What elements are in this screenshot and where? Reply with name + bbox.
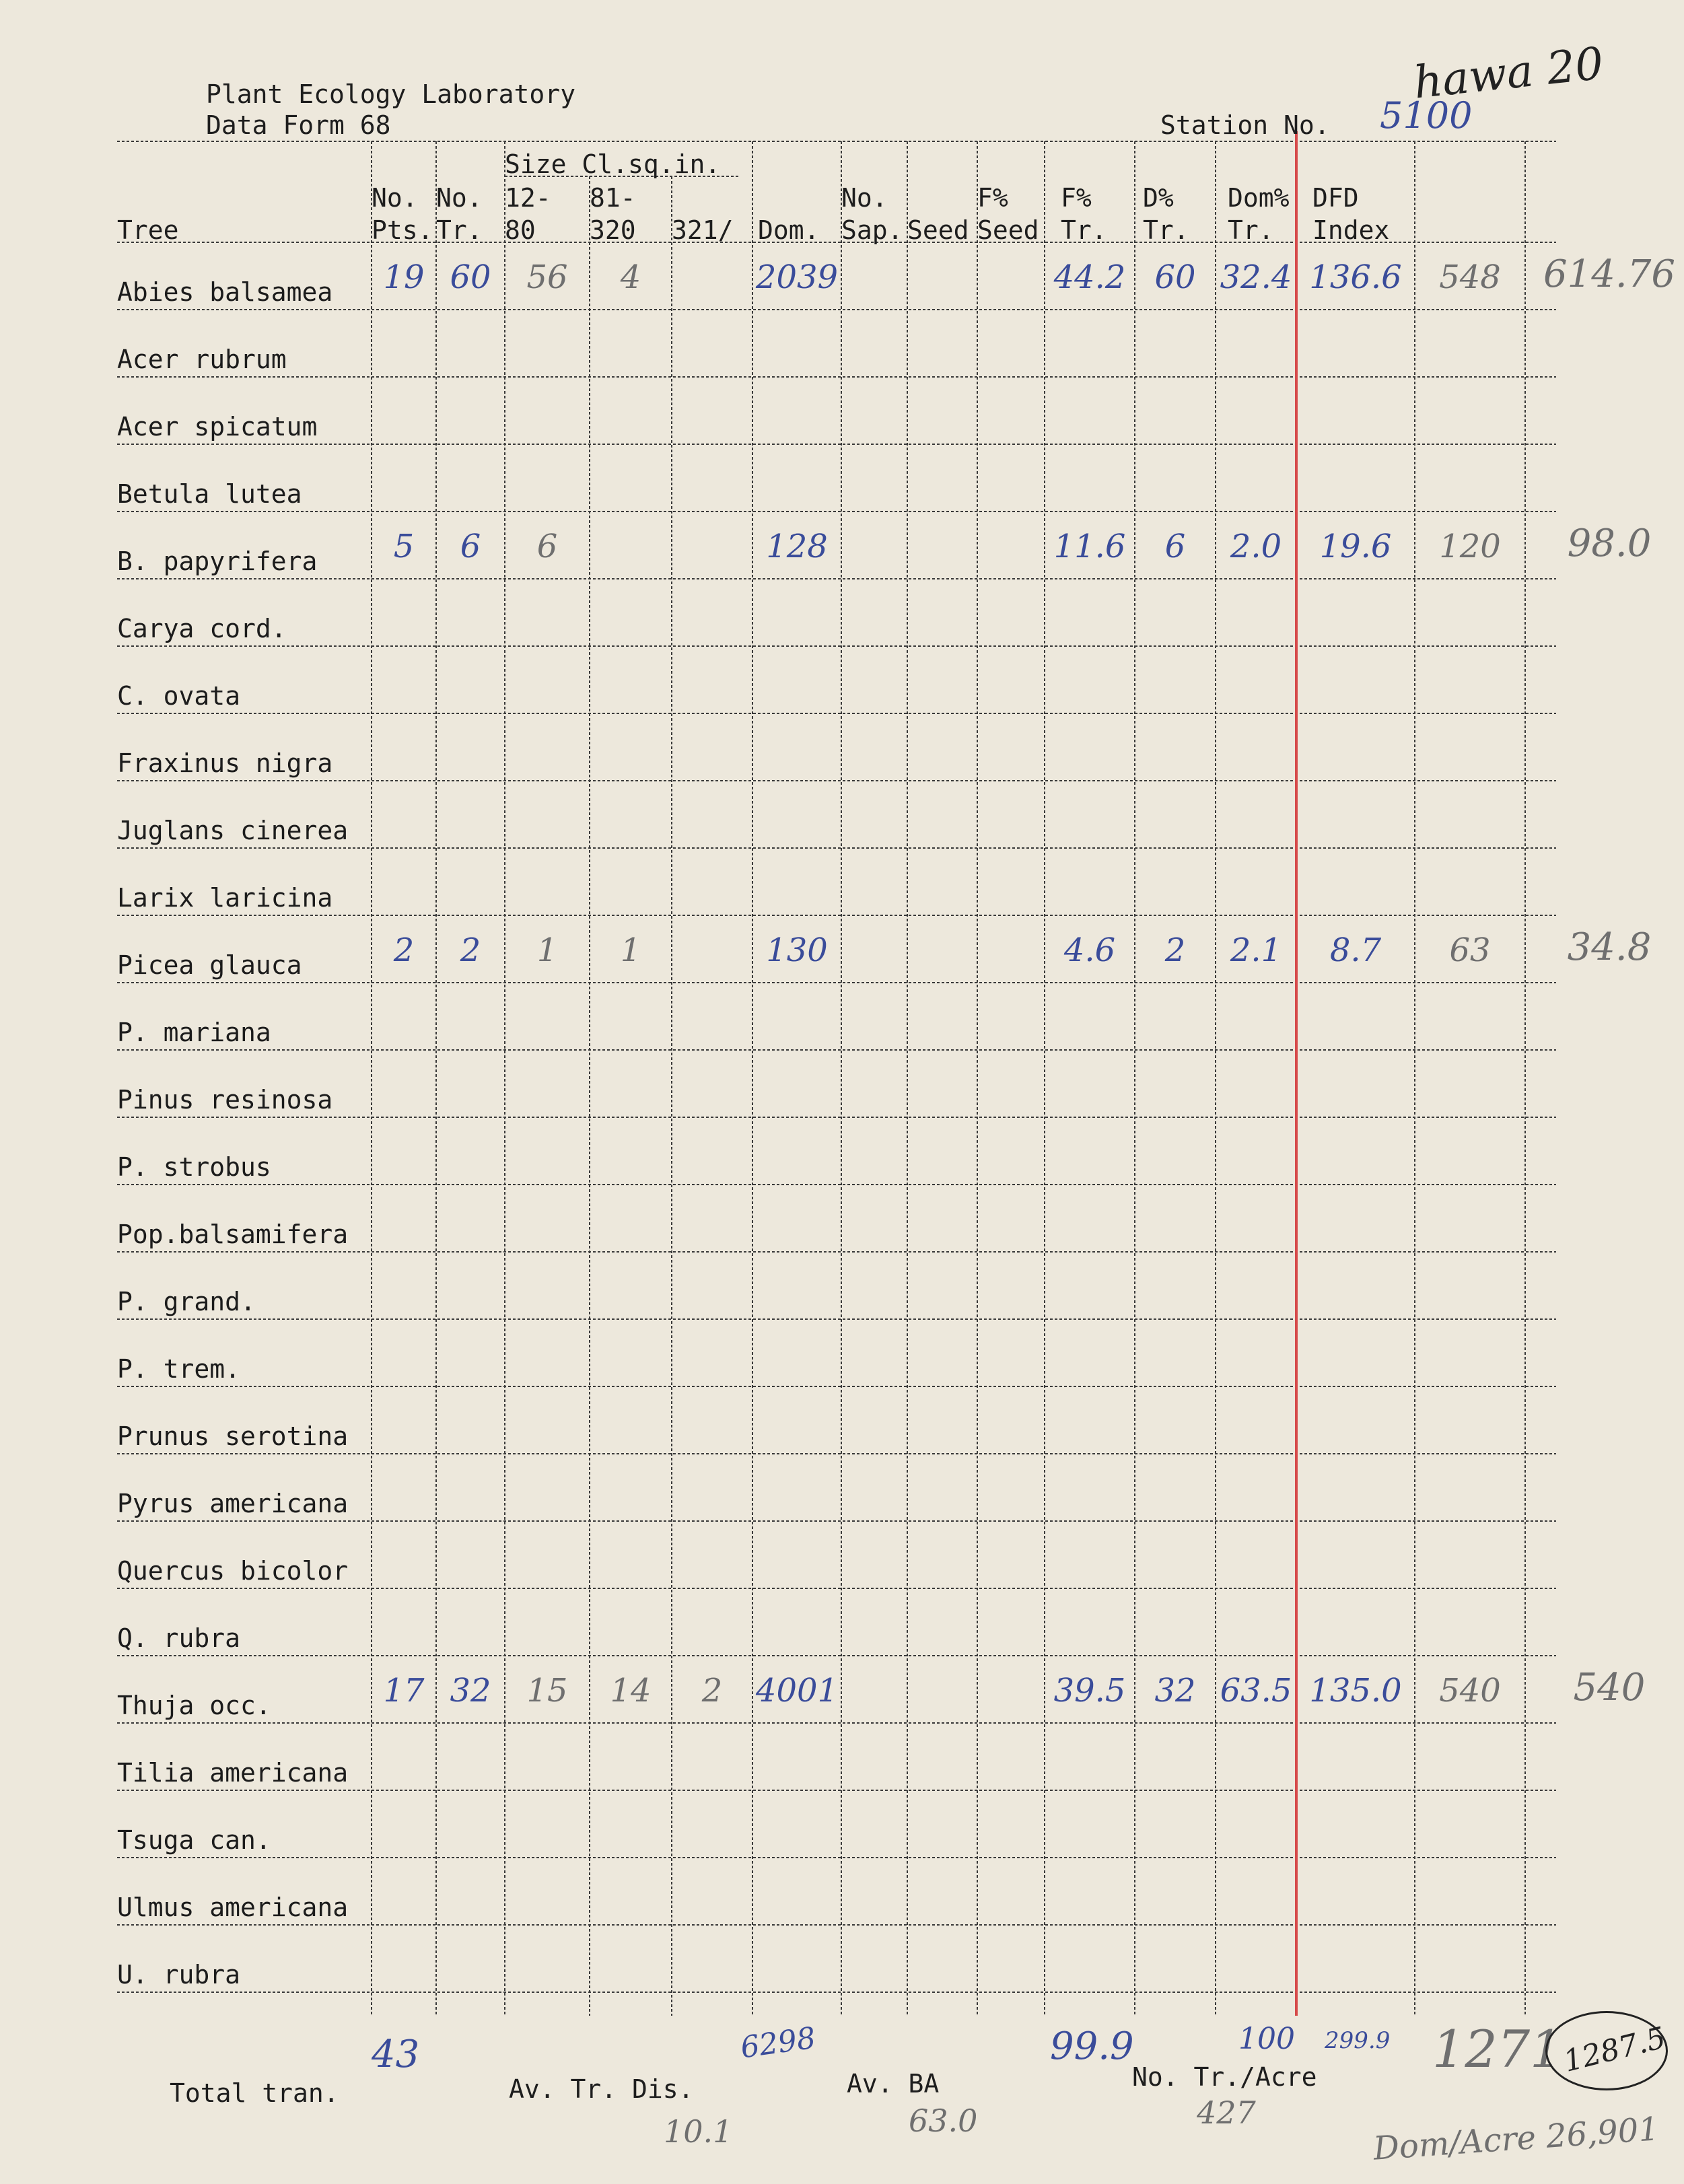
tree-name: Q. rubra <box>117 1623 241 1653</box>
lab-title: Plant Ecology Laboratory <box>206 79 576 109</box>
col-domtr-1: Dom% <box>1228 183 1290 213</box>
col-no-pts-2: Pts. <box>372 215 433 245</box>
cell-pts: 19 <box>383 258 425 296</box>
table-row <box>0 444 1684 512</box>
col-321: 321/ <box>672 215 734 245</box>
col-dfd-2: Index <box>1312 215 1390 245</box>
cell-pts: 17 <box>383 1672 425 1710</box>
total-extra: 1271 <box>1432 2019 1563 2079</box>
table-row <box>0 1588 1684 1656</box>
table-row <box>0 848 1684 915</box>
table-row <box>0 377 1684 444</box>
table-row <box>0 646 1684 713</box>
col-seed: Seed <box>907 215 969 245</box>
cell-c81: 1 <box>620 931 641 969</box>
cell-c321 <box>672 242 752 310</box>
tree-name: Quercus bicolor <box>117 1556 349 1586</box>
tree-name: P. trem. <box>117 1354 241 1384</box>
table-row <box>0 1185 1684 1252</box>
circled-total-value: 1287.5 <box>1560 2020 1669 2079</box>
col-fseed-1: F% <box>977 183 1008 213</box>
table-row <box>0 781 1684 848</box>
tree-name: Pop.balsamifera <box>117 1220 349 1249</box>
col-12-1: 12- <box>505 183 551 213</box>
tree-name: Carya cord. <box>117 614 287 643</box>
tree-name: Acer spicatum <box>117 412 318 442</box>
tree-name: Acer rubrum <box>117 345 287 374</box>
table-row <box>0 1454 1684 1521</box>
table-row <box>0 310 1684 377</box>
col-fseed-2: Seed <box>977 215 1039 245</box>
cell-extra: 548 <box>1439 258 1501 296</box>
cell-extra: 63 <box>1449 931 1491 969</box>
tree-name: Thuja occ. <box>117 1691 271 1720</box>
cell-margin: 540 <box>1573 1666 1646 1710</box>
table-row <box>0 983 1684 1050</box>
cell-extra: 120 <box>1439 528 1501 565</box>
cell-domtr: 32.4 <box>1220 258 1292 296</box>
tree-name: Abies balsamea <box>117 277 333 307</box>
table-row <box>0 1319 1684 1386</box>
tree-name: P. grand. <box>117 1287 256 1316</box>
av-ba-value: 63.0 <box>909 2103 978 2139</box>
col-ftr-2: Tr. <box>1061 215 1107 245</box>
table-row <box>0 713 1684 781</box>
av-tr-dis-label: Av. Tr. Dis. <box>509 2074 694 2104</box>
tree-name: Betula lutea <box>117 479 302 509</box>
cell-dom: 128 <box>766 528 828 565</box>
col-dtr-2: Tr. <box>1143 215 1189 245</box>
col-81-1: 81- <box>590 183 636 213</box>
cell-dfd: 8.7 <box>1329 931 1382 969</box>
table-row <box>0 1252 1684 1319</box>
cell-tr: 2 <box>460 931 481 969</box>
cell-tr: 60 <box>450 258 491 296</box>
col-dtr-1: D% <box>1143 183 1174 213</box>
cell-domtr: 2.0 <box>1230 528 1282 565</box>
cell-dfd: 19.6 <box>1319 528 1392 565</box>
total-dfd: 299.9 <box>1325 2027 1391 2054</box>
total-ftr: 99.9 <box>1050 2024 1134 2068</box>
total-pts: 43 <box>372 2033 420 2076</box>
cell-ftr: 11.6 <box>1053 528 1126 565</box>
col-no-pts-1: No. <box>372 183 418 213</box>
table-row <box>0 1925 1684 1992</box>
station-label: Station No. <box>1160 110 1330 140</box>
cell-c12: 56 <box>526 258 568 296</box>
table-row <box>0 915 1684 983</box>
table-row <box>0 579 1684 646</box>
cell-pts: 2 <box>393 931 415 969</box>
cell-dom: 2039 <box>755 258 839 296</box>
dom-acre-note: Dom/Acre 26,901 <box>1372 2110 1660 2168</box>
tree-name: Prunus serotina <box>117 1421 349 1451</box>
tree-name: Pyrus americana <box>117 1489 349 1518</box>
av-ba-label: Av. BA <box>847 2069 940 2099</box>
cell-ftr: 39.5 <box>1053 1672 1126 1710</box>
tree-name: Larix laricina <box>117 883 333 913</box>
cell-dfd: 135.0 <box>1309 1672 1402 1710</box>
tree-name: Tsuga can. <box>117 1825 271 1855</box>
tree-name: Ulmus americana <box>117 1893 349 1922</box>
cell-dom: 130 <box>766 931 828 969</box>
cell-dom: 4001 <box>755 1672 839 1710</box>
cell-margin: 98.0 <box>1567 522 1652 565</box>
col-81-2: 320 <box>590 215 636 245</box>
table-row <box>0 1050 1684 1117</box>
table-row <box>0 1656 1684 1723</box>
cell-dtr: 6 <box>1164 528 1186 565</box>
col-ftr-1: F% <box>1061 183 1092 213</box>
cell-margin: 34.8 <box>1567 925 1652 969</box>
col-no-sap-1: No. <box>841 183 888 213</box>
table-row <box>0 1386 1684 1454</box>
tree-name: Tilia americana <box>117 1758 349 1788</box>
tree-name: Pinus resinosa <box>117 1085 333 1115</box>
cell-c81: 4 <box>620 258 641 296</box>
cell-ftr: 44.2 <box>1053 258 1126 296</box>
table-row <box>0 1117 1684 1185</box>
no-tr-acre-value: 427 <box>1197 2094 1256 2131</box>
station-value: 5100 <box>1380 94 1473 137</box>
table-row <box>0 1858 1684 1925</box>
table-row <box>0 1723 1684 1790</box>
table-row <box>0 512 1684 579</box>
cell-c12: 6 <box>536 528 558 565</box>
corner-note: hawa 20 <box>1411 37 1606 109</box>
cell-dtr: 2 <box>1164 931 1186 969</box>
tree-name: P. strobus <box>117 1152 271 1182</box>
tree-name: Picea glauca <box>117 950 302 980</box>
tree-name: P. mariana <box>117 1018 271 1047</box>
cell-extra: 540 <box>1439 1672 1501 1710</box>
tree-name: Juglans cinerea <box>117 816 349 845</box>
total-domtr: 100 <box>1238 2022 1295 2056</box>
total-dom: 6298 <box>738 2020 818 2066</box>
av-tr-dis-value: 10.1 <box>664 2113 733 2150</box>
cell-c81: 14 <box>610 1672 652 1710</box>
cell-c12: 1 <box>536 931 558 969</box>
col-dfd-1: DFD <box>1312 183 1359 213</box>
col-tree: Tree <box>117 215 179 245</box>
col-dom: Dom. <box>758 215 820 245</box>
cell-pts: 5 <box>393 528 415 565</box>
col-no-tr-2: Tr. <box>436 215 483 245</box>
total-tran-label: Total tran. <box>170 2078 339 2108</box>
table-row <box>0 1790 1684 1858</box>
cell-domtr: 63.5 <box>1220 1672 1292 1710</box>
cell-tr: 32 <box>450 1672 491 1710</box>
col-no-sap-2: Sap. <box>841 215 903 245</box>
tree-name: U. rubra <box>117 1960 241 1989</box>
cell-tr: 6 <box>460 528 481 565</box>
cell-margin: 614.76 <box>1543 252 1675 296</box>
tree-name: C. ovata <box>117 681 241 711</box>
cell-dfd: 136.6 <box>1309 258 1402 296</box>
table-row <box>0 1521 1684 1588</box>
cell-domtr: 2.1 <box>1230 931 1282 969</box>
cell-dtr: 60 <box>1154 258 1196 296</box>
cell-dtr: 32 <box>1154 1672 1196 1710</box>
no-tr-acre-label: No. Tr./Acre <box>1132 2062 1317 2092</box>
cell-ftr: 4.6 <box>1063 931 1116 969</box>
cell-c321: 2 <box>701 1672 723 1710</box>
col-domtr-2: Tr. <box>1228 215 1274 245</box>
col-no-tr-1: No. <box>436 183 483 213</box>
form-number: Data Form 68 <box>206 110 391 140</box>
col-12-2: 80 <box>505 215 536 245</box>
table-row <box>0 242 1684 310</box>
tree-name: B. papyrifera <box>117 547 318 576</box>
col-size-class: Size Cl.sq.in. <box>505 149 721 179</box>
cell-c12: 15 <box>526 1672 568 1710</box>
tree-name: Fraxinus nigra <box>117 748 333 778</box>
